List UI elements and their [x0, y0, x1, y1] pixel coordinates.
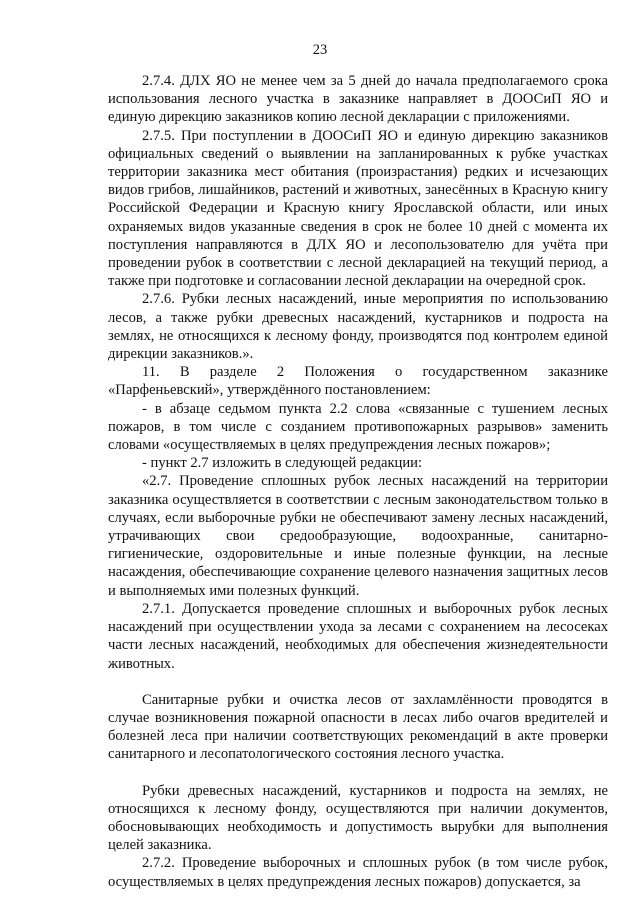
paragraph-item-11: 11. В разделе 2 Положения о государственном заказнике «Парфеньевский», утверждённого постановлением: [108, 364, 608, 399]
paragraph-amendment-2-2: - в абзаце седьмом пункта 2.2 слова «связанные с тушением лесных пожаров, в том числе с созданием противопожарных разрывов» заменить словами «осуществляемых в целях предупреждения лесных пожаров»; [108, 400, 608, 454]
paragraph-2-7-4: 2.7.4. ДЛХ ЯО не менее чем за 5 дней до начала предполагаемого срока использования лесного участка в заказнике направляет в ДООСиП ЯО и единую дирекцию заказников копию лесной декларации с приложениями. [108, 73, 608, 126]
paragraph-2-7-2: 2.7.2. Проведение выборочных и сплошных рубок (в том числе рубок, осуществляемых в целях предупреждения лесных пожаров) допускается, за [108, 855, 608, 890]
paragraph-2-7: «2.7. Проведение сплошных рубок лесных насаждений на территории заказника осуществляется в соответствии с лесным законодательством только в случаях, если выборочные рубки не обеспечивают замену лесных насаждений, утрачивающих свои средообразующие, водоохранные, санитарно-гигиенические, оздоровительные и иные полезные функции, на лесные насаждения, обеспечивающие сохранение целевого назначения защитных лесов и выполняемых ими полезных функций. [108, 473, 608, 599]
paragraph-non-forest-felling: Рубки древесных насаждений, кустарников и подроста на землях, не относящихся к лесному фонду, осуществляются при наличии документов, обосновывающих необходимость и допустимость вырубки для выполнения целей заказника. [108, 782, 608, 854]
paragraph-amendment-2-7: - пункт 2.7 изложить в следующей редакции: [142, 455, 423, 472]
paragraph-2-7-6: 2.7.6. Рубки лесных насаждений, иные мероприятия по использованию лесов, а также рубки древесных насаждений, кустарников и подроста на землях, не относящихся к лесному фонду, производятся под контролем единой дирекции заказников.». [108, 291, 608, 363]
paragraph-sanitary-felling: Санитарные рубки и очистка лесов от захламлённости проводятся в случае возникновения пожарной опасности в лесах либо очагов вредителей и болезней леса при наличии соответствующих рекомендаций в акте проверки санитарного и лесопатологического состояния лесного участка. [108, 691, 608, 763]
paragraph-2-7-5: 2.7.5. При поступлении в ДООСиП ЯО и единую дирекцию заказников официальных сведений о выявлении на запланированных к рубке участках территории заказника мест обитания (произрастания) редких и исчезающих видов грибов, лишайников, растений и животных, занесённых в Красную книгу Российской Федерации и Красную книгу Ярославской области, или иных охраняемых видов указанные сведения в срок не более 10 дней с момента их поступления направляются в ДЛХ ЯО и лесопользователю для учёта при проведении рубок в соответствии с лесной декларацией на текущий период, а также при подготовке и согласовании лесной декларации на очередной срок. [108, 127, 608, 290]
paragraph-2-7-1: 2.7.1. Допускается проведение сплошных и выборочных рубок лесных насаждений при осуществлении ухода за лесами с сохранением на лесосеках части лесных насаждений, необходимых для обеспечения жизнедеятельности животных. [108, 600, 608, 672]
document-body [108, 72, 608, 891]
page-number: 23 [312, 42, 328, 58]
